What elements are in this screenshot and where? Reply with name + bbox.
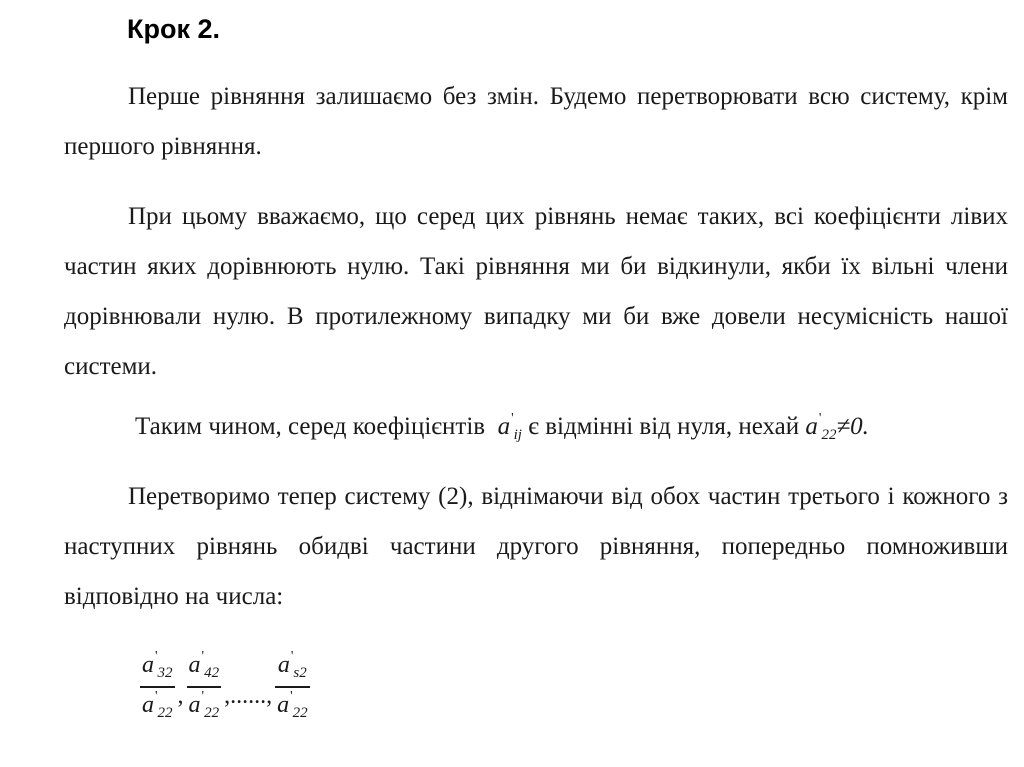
formula-separator-comma: , [177,682,184,709]
numerator-var: a [188,652,201,678]
numerator-prime: ' [201,649,205,664]
denominator-prime: ' [201,689,205,704]
paragraph-1 [64,72,1008,172]
fraction-denominator [275,688,310,726]
denominator-prime: ' [155,689,158,704]
denominator-var: a [142,692,154,718]
slide-heading: Крок 2. [127,14,220,44]
fraction-numerator [187,648,222,686]
numerator-sub: 32 [157,665,173,681]
coefficient-aij-var: a [497,413,511,440]
paragraph-1-text: Перше рівняння залишаємо без змін. Будемо перетворювати всю систему, крім першого рівняння. [64,83,1008,160]
paragraph-2-text: При цьому вважаємо, що серед цих рівнянь немає таких, всі коефіцієнти лівих частин яких дорівнюють нулю. Такі рівняння ми би відкинули, якби їх вільні члени дорівнювали нулю. В протилежному випадку ми би вже довели несумісність нашої системи. [64,203,1008,380]
condition-a22 [805,411,869,443]
fraction-as2-a22 [275,648,310,726]
condition-a22-var: a [805,413,818,440]
denominator-var: a [188,692,201,718]
fraction-denominator [187,688,222,726]
coefficient-aij-prime: ' [511,411,514,426]
numerator-sub: s2 [293,665,307,681]
fraction-a32-a22 [140,648,175,726]
condition-a22-prime: ' [818,411,822,426]
denominator-sub: 22 [157,705,173,721]
numerator-prime: ' [155,649,158,664]
denominator-var: a [277,692,290,718]
condition-a22-sub: 22 [821,427,837,443]
fraction-numerator [140,648,175,686]
paragraph-4 [64,472,1008,622]
numerator-prime: ' [290,649,294,664]
denominator-sub: 22 [292,705,308,721]
paragraph-3-text-before: Таким чином, серед коефіцієнтів [135,413,486,440]
coefficient-aij-sub: ij [513,427,522,443]
paragraph-3 [135,402,1015,456]
numerator-sub: 42 [204,665,220,681]
fraction-numerator [276,648,309,686]
numerator-var: a [142,652,154,678]
denominator-prime: ' [290,689,293,704]
condition-a22-rest: ≠0. [836,413,869,440]
coefficient-aij [491,411,522,443]
fraction-denominator [140,688,175,726]
paragraph-4-text: Перетворимо тепер систему (2), віднімаючи від обох частин третього і кожного з наступних рівнянь обидві частини другого рівняння, попередньо помноживши відповідно на числа: [64,483,1008,610]
paragraph-3-text-middle: є відмінні від нуля, нехай [528,413,800,440]
fraction-a42-a22 [187,648,222,726]
numerator-var: a [277,652,290,678]
denominator-sub: 22 [204,705,220,721]
multipliers-formula [140,648,310,726]
formula-separator-ellipsis: ,......, [224,682,273,709]
paragraph-2 [64,192,1008,392]
